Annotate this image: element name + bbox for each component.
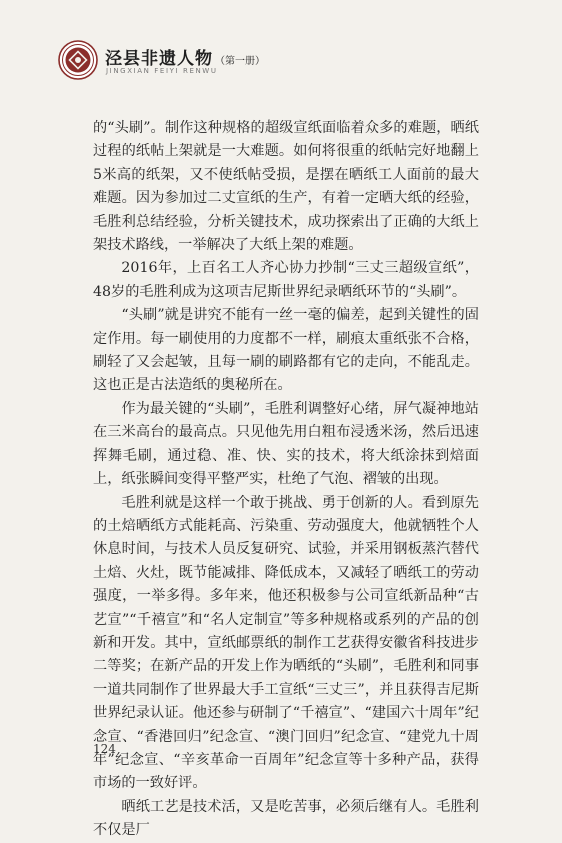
book-pinyin: JINGXIAN FEIYI RENWU bbox=[106, 67, 218, 75]
book-title bbox=[105, 44, 265, 69]
page-number: 124 bbox=[93, 742, 116, 756]
page-header bbox=[58, 40, 518, 88]
heritage-emblem-icon bbox=[58, 40, 98, 80]
paragraph: 晒纸工艺是技术活，又是吃苦事，必须后继有人。毛胜利不仅是厂 bbox=[93, 798, 479, 839]
body-text bbox=[93, 117, 479, 843]
paragraph: 作为最关键的“头刷”，毛胜利调整好心绪，屏气凝神地站在三米高台的最高点。只见他先用白粗布浸透米汤，然后迅速挥舞毛刷，通过稳、准、快、实的技术，将大纸涂抹到焙面上，纸张瞬间变得平整严实，杜绝了气泡、褶皱的出现。 bbox=[93, 400, 479, 488]
paragraph: “头刷”就是讲究不能有一丝一毫的偏差，起到关键性的固定作用。每一刷使用的力度都不一样，刷痕太重纸张不合格，刷轻了又会起皱，且每一刷的刷路都有它的走向，不能乱走。这也正是古法造纸的奥秘所在。 bbox=[93, 307, 479, 394]
paragraph: 的“头刷”。制作这种规格的超级宣纸面临着众多的难题，晒纸过程的纸帖上架就是一大难题。如何将很重的纸帖完好地翻上5米高的纸架，又不使纸帖受损，是摆在晒纸工人面前的最大难题。因为参加过二丈宣纸的生产，有着一定晒大纸的经验，毛胜利总结经验，分析关键技术，成功探索出了正确的大纸上架技术路线，一举解决了大纸上架的难题。 bbox=[93, 120, 479, 254]
paragraph: 毛胜利就是这样一个敢于挑战、勇于创新的人。看到原先的土焙晒纸方式能耗高、污染重、劳动强度大，他就牺牲个人休息时间，与技术人员反复研究、试验，并采用钢板蒸汽替代土焙、火灶，既节能减排、降低成本，又减轻了晒纸工的劳动强度，一举多得。多年来，他还积极参与公司宣纸新品种“古艺宣”“千禧宣”和“名人定制宣”等多种规格或系列的产品的创新和开发。其中，宣纸邮票纸的制作工艺获得安徽省科技进步二等奖；在新产品的开发上作为晒纸的“头刷”，毛胜利和同事一道共同制作了世界最大手工宣纸“三丈三”，并且获得吉尼斯世界纪录认证。他还参与研制了“千禧宣”、“建国六十周年”纪念宣、“香港回归”纪念宣、“澳门回归”纪念宣、“建党九十周年”纪念宣、“辛亥革命一百周年”纪念宣等十多种产品，获得市场的一致好评。 bbox=[93, 494, 479, 792]
book-title-text: 泾县非遗人物 bbox=[105, 49, 213, 69]
volume-label: （第一册） bbox=[215, 56, 265, 67]
paragraph: 2016年，上百名工人齐心协力抄制“三丈三超级宣纸”，48岁的毛胜利成为这项吉尼斯世界纪录晒纸环节的“头刷”。 bbox=[93, 260, 479, 300]
